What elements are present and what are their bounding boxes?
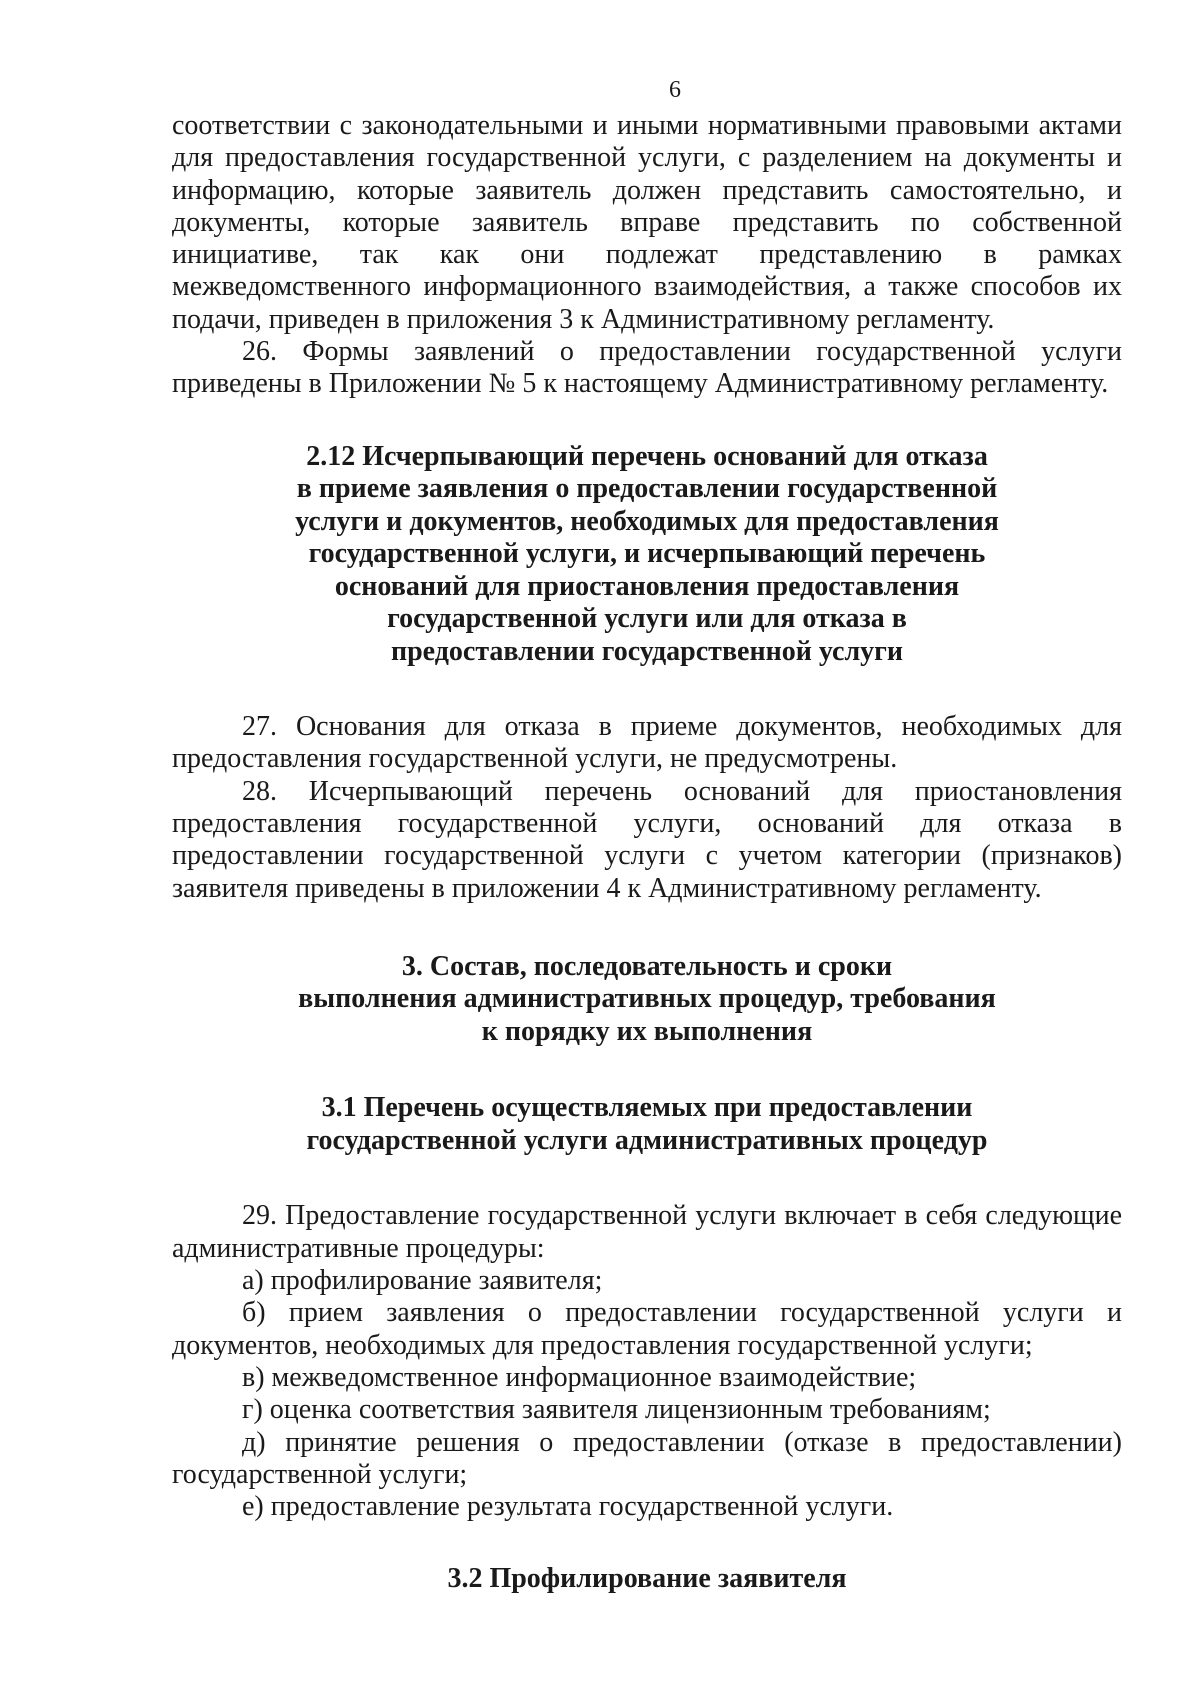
intro-line: инициативе, так как они подлежат представлению в рамках: [172, 239, 1122, 271]
procedure-item: г) оценка соответствия заявителя лицензионным требованиям;: [242, 1394, 991, 1426]
procedure-list: [172, 1265, 1122, 1523]
section-heading-3-1: [172, 1092, 1122, 1157]
heading-line: 2.12 Исчерпывающий перечень оснований для отказа: [306, 440, 988, 472]
paragraph-28: 28. Исчерпывающий перечень оснований для приостановления предоставления государственной услуги, оснований для отказа в предоставлении государственной услуги с учетом категории (признаков) заявителя приведены в приложении 4 к Административному регламенту.: [172, 775, 1122, 904]
section-heading-3: [172, 951, 1122, 1049]
page-number: 6: [669, 77, 681, 103]
heading-line: выполнения административных процедур, требования: [298, 983, 996, 1015]
intro-line: подачи, приведен в приложения 3 к Административному регламенту.: [172, 303, 995, 335]
intro-paragraph: [172, 110, 1122, 336]
heading-line: оснований для приостановления предоставления: [334, 570, 960, 602]
heading-line: 3.1 Перечень осуществляемых при предоставлении: [321, 1092, 973, 1124]
heading-line: государственной услуги, и исчерпывающий перечень: [308, 538, 986, 570]
procedure-item: е) предоставление результата государственной услуги.: [242, 1491, 894, 1523]
intro-line: соответствии с законодательными и иными нормативными правовыми актами: [172, 110, 1122, 141]
heading-line: к порядку их выполнения: [481, 1015, 813, 1047]
heading-line: предоставлении государственной услуги: [390, 635, 904, 667]
document-page: [172, 70, 1122, 1596]
procedure-item: а) профилирование заявителя;: [242, 1265, 603, 1297]
heading-line: государственной услуги или для отказа в: [387, 603, 907, 635]
procedure-item: в) межведомственное информационное взаимодействие;: [242, 1361, 917, 1393]
paragraph-29: 29. Предоставление государственной услуги включает в себя следующие административные процедуры:: [172, 1200, 1122, 1264]
intro-line: информацию, которые заявитель должен представить самостоятельно, и: [172, 174, 1122, 206]
heading-line: в приеме заявления о предоставлении государственной: [296, 473, 998, 505]
heading-line: услуги и документов, необходимых для предоставления: [295, 505, 999, 537]
heading-line: 3. Состав, последовательность и сроки: [401, 950, 893, 982]
heading-line: государственной услуги административных процедур: [306, 1124, 988, 1156]
section-heading-3-2: 3.2 Профилирование заявителя: [447, 1563, 847, 1595]
intro-line: межведомственного информационного взаимодействия, а также способов их: [172, 271, 1122, 303]
intro-line: документы, которые заявитель вправе представить по собственной: [172, 206, 1122, 238]
paragraph-27: 27. Основания для отказа в приеме документов, необходимых для предоставления государственной услуги, не предусмотрены.: [172, 711, 1122, 775]
procedure-item: б) прием заявления о предоставлении государственной услуги и документов, необходимых для предоставления государственной услуги;: [172, 1297, 1122, 1361]
section-heading-2-12: [172, 441, 1122, 669]
intro-line: для предоставления государственной услуги, с разделением на документы и: [172, 142, 1122, 174]
paragraph-26: 26. Формы заявлений о предоставлении государственной услуги приведены в Приложении № 5 к настоящему Административному регламенту.: [172, 336, 1122, 400]
procedure-item: д) принятие решения о предоставлении (отказе в предоставлении) государственной услуги;: [172, 1426, 1122, 1490]
